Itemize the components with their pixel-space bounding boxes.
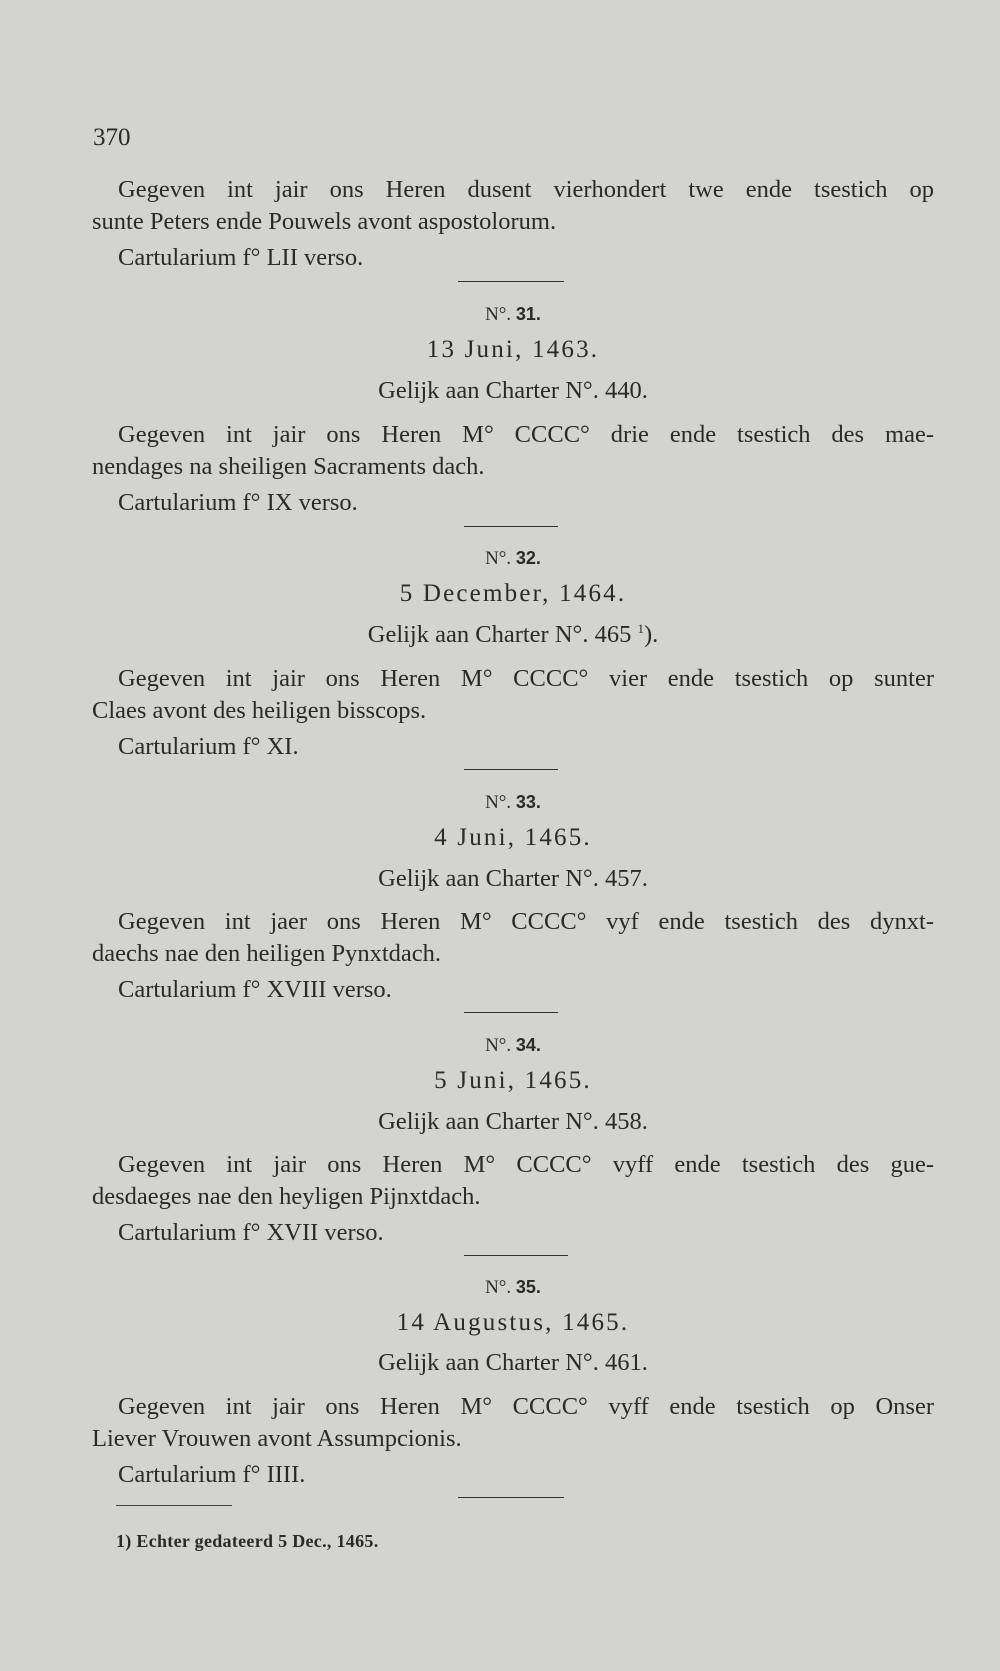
section-divider bbox=[464, 526, 558, 527]
entry-paragraph bbox=[92, 906, 934, 970]
entry-date: 14 Augustus, 1465. bbox=[396, 1309, 630, 1336]
section-divider bbox=[464, 1255, 568, 1256]
cartularium-reference: Cartularium f° XVIII verso. bbox=[118, 976, 392, 1003]
paragraph-line: sunte Peters ende Pouwels avont aspostolorum. bbox=[92, 208, 557, 235]
page-number: 370 bbox=[93, 124, 131, 151]
paragraph-line: Gegeven int jair ons Heren dusent vierhondert twe ende tsestich op bbox=[118, 176, 934, 203]
entry-number: N°. 32. bbox=[485, 548, 541, 569]
charter-reference: Gelijk aan Charter N°. 440. bbox=[378, 377, 648, 404]
paragraph-line: Gegeven int jair ons Heren M° CCCC° vyff ende tsestich des gue- bbox=[118, 1151, 934, 1178]
cartularium-reference: Cartularium f° LII verso. bbox=[118, 244, 364, 271]
paragraph-line: Gegeven int jair ons Heren M° CCCC° drie ende tsestich des mae- bbox=[118, 421, 934, 448]
charter-reference: Gelijk aan Charter N°. 465 $^1$). bbox=[367, 621, 659, 648]
entry-date: 5 Juni, 1465. bbox=[434, 1067, 592, 1094]
intro-paragraph bbox=[92, 174, 934, 238]
entry-number: N°. 34. bbox=[485, 1035, 541, 1056]
entry-number: N°. 35. bbox=[485, 1277, 541, 1298]
section-divider bbox=[458, 281, 564, 282]
entry-date: 13 Juni, 1463. bbox=[426, 336, 600, 363]
paragraph-line: desdaeges nae den heyligen Pijnxtdach. bbox=[92, 1183, 481, 1210]
entry-date: 4 Juni, 1465. bbox=[434, 824, 592, 851]
footnote-rule bbox=[116, 1505, 232, 1506]
charter-reference: Gelijk aan Charter N°. 461. bbox=[378, 1349, 648, 1376]
paragraph-line: Claes avont des heiligen bisscops. bbox=[92, 697, 427, 724]
footnote-marker: 1 bbox=[637, 621, 644, 636]
section-divider bbox=[464, 769, 558, 770]
paragraph-line: Gegeven int jair ons Heren M° CCCC° vier ende tsestich op sunter bbox=[118, 665, 934, 692]
section-divider bbox=[464, 1012, 558, 1013]
cartularium-reference: Cartularium f° IX verso. bbox=[118, 489, 358, 516]
paragraph-line: daechs nae den heiligen Pynxtdach. bbox=[92, 940, 442, 967]
cartularium-reference: Cartularium f° XI. bbox=[118, 733, 299, 760]
charter-reference: Gelijk aan Charter N°. 458. bbox=[378, 1108, 648, 1135]
entry-paragraph bbox=[92, 663, 934, 727]
cartularium-reference: Cartularium f° IIII. bbox=[118, 1461, 306, 1488]
paragraph-line: nendages na sheiligen Sacraments dach. bbox=[92, 453, 485, 480]
cartularium-reference: Cartularium f° XVII verso. bbox=[118, 1219, 384, 1246]
paragraph-line: Liever Vrouwen avont Assumpcionis. bbox=[92, 1425, 462, 1452]
paragraph-line: Gegeven int jaer ons Heren M° CCCC° vyf ende tsestich des dynxt- bbox=[118, 908, 934, 935]
entry-date: 5 December, 1464. bbox=[399, 580, 627, 607]
entry-paragraph bbox=[92, 1149, 934, 1213]
section-divider bbox=[458, 1497, 564, 1498]
charter-reference: Gelijk aan Charter N°. 457. bbox=[378, 865, 648, 892]
footnote: 1) Echter gedateerd 5 Dec., 1465. bbox=[116, 1531, 379, 1551]
entry-number: N°. 31. bbox=[485, 304, 541, 325]
entry-number: N°. 33. bbox=[485, 792, 541, 813]
entry-paragraph bbox=[92, 1391, 934, 1455]
paragraph-line: Gegeven int jair ons Heren M° CCCC° vyff ende tsestich op Onser bbox=[118, 1393, 934, 1420]
entry-paragraph bbox=[92, 419, 934, 483]
